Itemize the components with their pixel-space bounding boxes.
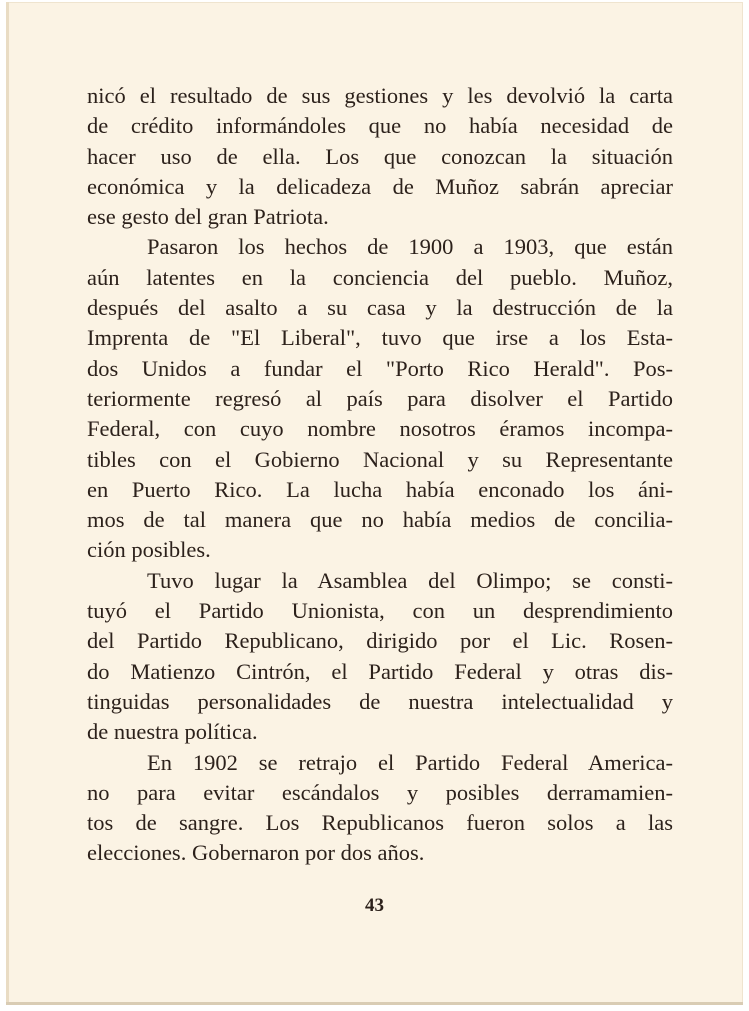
text-line: elecciones. Gobernaron por dos años. bbox=[87, 840, 425, 866]
text-line: de nuestra política. bbox=[87, 719, 258, 745]
text-line: do Matienzo Cintrón, el Partido Federal y otras dis- bbox=[87, 658, 673, 684]
text-line: tos de sangre. Los Republicanos fueron solos a las bbox=[87, 810, 673, 836]
text-line: tinguidas personalidades de nuestra intelectualidad y bbox=[87, 688, 673, 714]
text-line: ese gesto del gran Patriota. bbox=[87, 204, 329, 230]
text-line: Pasaron los hechos de 1900 a 1903, que están bbox=[147, 234, 673, 260]
text-line: del Partido Republicano, dirigido por el Lic. Rosen- bbox=[87, 628, 673, 654]
text-line: después del asalto a su casa y la destrucción de la bbox=[87, 295, 673, 321]
text-line: En 1902 se retrajo el Partido Federal America- bbox=[147, 749, 673, 775]
text-line: nicó el resultado de sus gestiones y les devolvió la carta bbox=[87, 83, 673, 108]
paragraph-1 bbox=[87, 81, 673, 232]
text-line: económica y la delicadeza de Muñoz sabrán apreciar bbox=[87, 173, 673, 199]
text-line: mos de tal manera que no había medios de concilia- bbox=[87, 507, 673, 533]
book-page bbox=[6, 2, 743, 1005]
paragraph-3 bbox=[87, 566, 673, 748]
text-line: Federal, con cuyo nombre nosotros éramos incompa- bbox=[87, 416, 673, 442]
text-line: teriormente regresó al país para disolver el Partido bbox=[87, 385, 673, 411]
body-text bbox=[87, 81, 673, 869]
page-number: 43 bbox=[365, 895, 384, 916]
text-line: tuyó el Partido Unionista, con un desprendimiento bbox=[87, 598, 673, 624]
text-line: ción posibles. bbox=[87, 537, 211, 563]
text-line: aún latentes en la conciencia del pueblo. Muñoz, bbox=[87, 264, 673, 290]
text-line: Tuvo lugar la Asamblea del Olimpo; se consti- bbox=[147, 567, 673, 593]
text-line: hacer uso de ella. Los que conozcan la situación bbox=[87, 143, 673, 169]
text-line: de crédito informándoles que no había necesidad de bbox=[87, 113, 673, 139]
paragraph-2 bbox=[87, 232, 673, 565]
text-line: tibles con el Gobierno Nacional y su Representante bbox=[87, 446, 673, 472]
text-line: no para evitar escándalos y posibles derramamien- bbox=[87, 779, 673, 805]
text-line: Imprenta de "El Liberal", tuvo que irse a los Esta- bbox=[87, 325, 673, 351]
text-line: dos Unidos a fundar el "Porto Rico Herald". Pos- bbox=[87, 355, 673, 381]
paragraph-4 bbox=[87, 748, 673, 869]
text-line: en Puerto Rico. La lucha había enconado los áni- bbox=[87, 476, 673, 502]
